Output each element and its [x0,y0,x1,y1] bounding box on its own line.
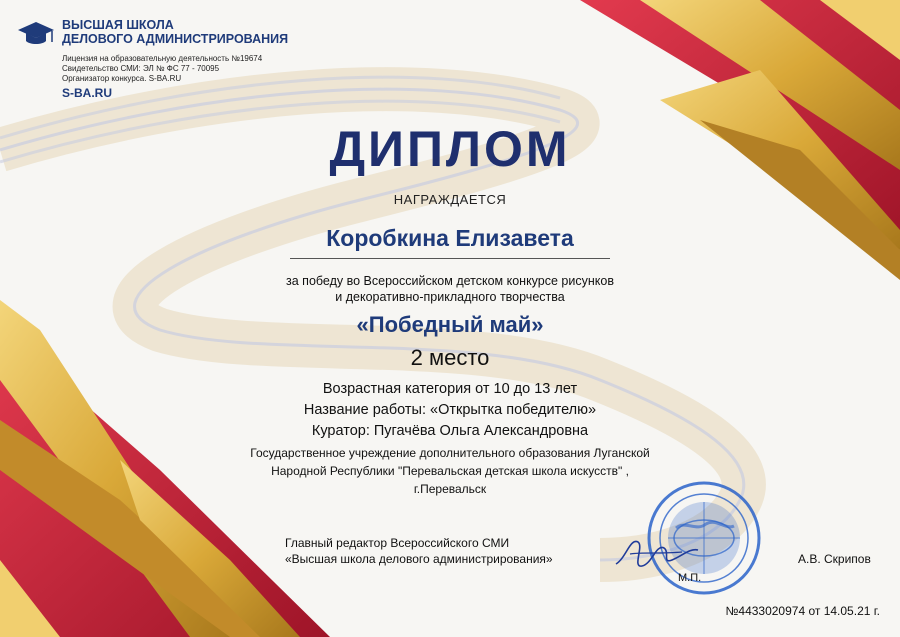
institution-line1: Государственное учреждение дополнительного образования Луганской [250,446,650,460]
editor-title-line1: Главный редактор Всероссийского СМИ [285,536,510,550]
institution-line3: г.Перевальск [413,482,487,496]
place-award: 2 место [410,345,490,370]
license-text: Лицензия на образовательную деятельность №19674 [62,54,263,63]
document-number: №4433020974 от 14.05.21 г. [725,604,880,618]
signer-name: А.В. Скрипов [798,552,871,566]
contest-name: «Победный май» [356,312,544,337]
contest-description-line1: за победу во Всероссийском детском конкурсе рисунков [286,274,614,288]
curator: Куратор: Пугачёва Ольга Александровна [311,423,589,439]
graduation-cap-icon [16,18,56,50]
organizer-text: Организатор конкурса. S-BA.RU [62,74,182,83]
media-certificate-text: Свидетельство СМИ: ЭЛ № ФС 77 - 70095 [62,64,220,73]
age-category: Возрастная категория от 10 до 13 лет [322,381,578,397]
institution-line2: Народной Республики "Перевальская детская школа искусств" , [271,464,629,478]
diploma-title: ДИПЛОМ [329,121,571,177]
recipient-underline [290,258,610,259]
organization-name-line2: ДЕЛОВОГО АДМИНИСТРИРОВАНИЯ [62,32,289,46]
awarded-label: НАГРАЖДАЕТСЯ [393,192,507,207]
organization-name-line1: ВЫСШАЯ ШКОЛА [62,18,174,32]
contest-description-line2: и декоративно-прикладного творчества [335,290,565,304]
site-link[interactable]: S-BA.RU [62,86,112,100]
organization-name [62,18,288,46]
work-title: Название работы: «Открытка победителю» [303,402,597,418]
editor-title-line2: «Высшая школа делового администрирования» [285,552,553,566]
stamp-label: М.П. [678,572,702,584]
recipient-name: Коробкина Елизавета [326,225,574,251]
signature-icon [612,528,702,578]
